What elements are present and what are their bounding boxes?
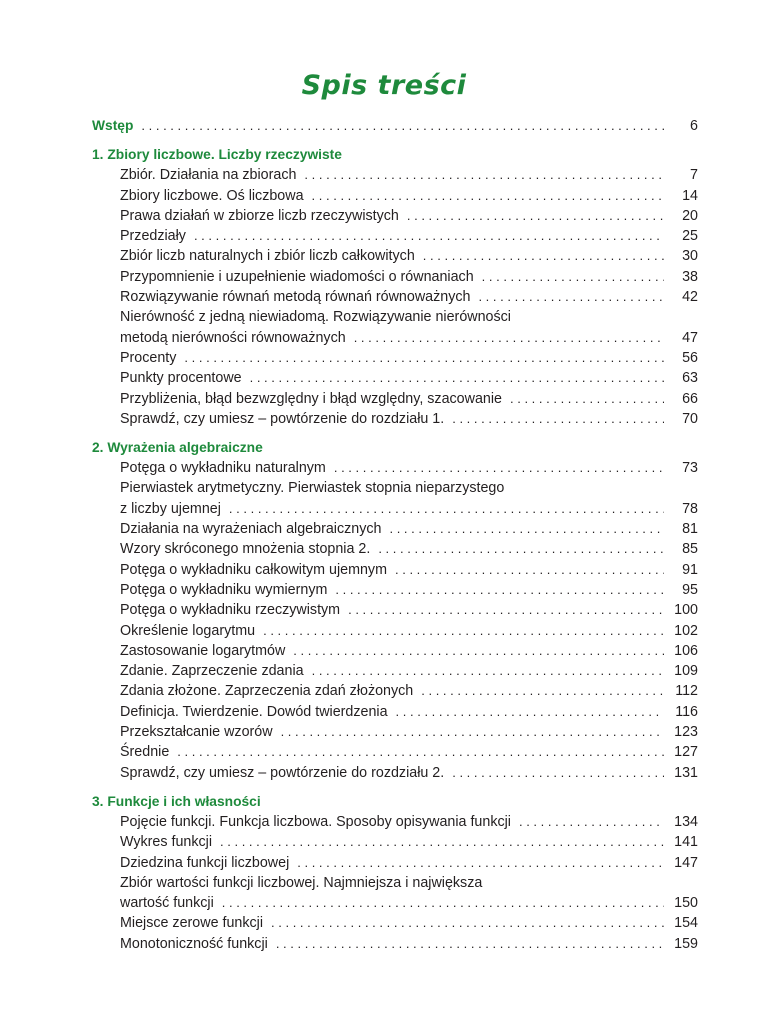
dot-leader bbox=[335, 580, 664, 600]
toc-entry-page: 123 bbox=[674, 724, 698, 741]
toc-entry-label: Monotoniczność funkcji bbox=[120, 935, 268, 952]
toc-entry-row[interactable] bbox=[92, 913, 698, 933]
toc-entry-label: Sprawdź, czy umiesz – powtórzenie do rozdziału 1. bbox=[120, 410, 445, 427]
toc-entry-label: Dziedzina funkcji liczbowej bbox=[120, 854, 290, 871]
toc-entry-row[interactable] bbox=[92, 661, 698, 681]
toc-entry-label: Zbiory liczbowe. Oś liczbowa bbox=[120, 187, 304, 204]
toc-entry-page: 73 bbox=[682, 460, 698, 477]
toc-entry-row[interactable] bbox=[92, 812, 698, 832]
toc-entry-label: Sprawdź, czy umiesz – powtórzenie do rozdziału 2. bbox=[120, 764, 445, 781]
toc-entry-page: 20 bbox=[682, 207, 698, 224]
toc-entry-label: Procenty bbox=[120, 349, 177, 366]
toc-entry-row[interactable] bbox=[92, 186, 698, 206]
toc-entry-row[interactable] bbox=[92, 287, 698, 307]
table-of-contents bbox=[92, 116, 698, 954]
dot-leader bbox=[482, 267, 664, 287]
toc-entry-page: 70 bbox=[682, 410, 698, 427]
toc-entry-page: 66 bbox=[682, 390, 698, 407]
toc-entry-page: 42 bbox=[682, 289, 698, 306]
chapter-heading[interactable]: 1. Zbiory liczbowe. Liczby rzeczywiste bbox=[92, 147, 342, 163]
toc-entry-page: 134 bbox=[674, 813, 698, 830]
dot-leader bbox=[354, 328, 664, 348]
toc-entry-label: Zdanie. Zaprzeczenie zdania bbox=[120, 663, 304, 680]
toc-entry-label: Wykres funkcji bbox=[120, 834, 213, 851]
toc-entry-row[interactable] bbox=[92, 499, 698, 519]
toc-intro-page: 6 bbox=[690, 118, 698, 134]
toc-entry-page: 106 bbox=[674, 642, 698, 659]
dot-leader bbox=[263, 621, 664, 641]
toc-entry-row[interactable] bbox=[92, 600, 698, 620]
toc-entry-label: Miejsce zerowe funkcji bbox=[120, 915, 264, 932]
dot-leader bbox=[177, 742, 664, 762]
dot-leader bbox=[250, 368, 664, 388]
toc-entry-row[interactable] bbox=[92, 348, 698, 368]
chapter-heading[interactable]: 3. Funkcje i ich własności bbox=[92, 793, 261, 809]
toc-entry-page: 47 bbox=[682, 329, 698, 346]
dot-leader bbox=[293, 641, 664, 661]
toc-entry-label: Rozwiązywanie równań metodą równań równoważnych bbox=[120, 289, 471, 306]
toc-entry-row[interactable] bbox=[92, 702, 698, 722]
toc-entry-row[interactable] bbox=[92, 934, 698, 954]
toc-entry-label: z liczby ujemnej bbox=[120, 500, 221, 517]
toc-entry-row[interactable] bbox=[92, 580, 698, 600]
toc-entry-page: 127 bbox=[674, 744, 698, 761]
toc-entry-page: 147 bbox=[674, 854, 698, 871]
toc-entry-page: 116 bbox=[675, 703, 698, 720]
toc-entry-page: 38 bbox=[682, 268, 698, 285]
toc-entry-label: Średnie bbox=[120, 744, 170, 761]
dot-leader bbox=[312, 661, 664, 681]
toc-chapters bbox=[92, 145, 698, 954]
dot-leader bbox=[378, 539, 664, 559]
toc-entry-label: Określenie logarytmu bbox=[120, 622, 256, 639]
dot-leader bbox=[423, 246, 664, 266]
toc-entry-page: 78 bbox=[682, 500, 698, 517]
toc-entry-page: 14 bbox=[682, 187, 698, 204]
toc-entry-row[interactable] bbox=[92, 165, 698, 185]
toc-entry-label: Przedziały bbox=[120, 228, 186, 245]
dot-leader bbox=[194, 226, 664, 246]
dot-leader bbox=[519, 812, 664, 832]
toc-entry-label: Definicja. Twierdzenie. Dowód twierdzenia bbox=[120, 703, 388, 720]
toc-entry-page: 141 bbox=[674, 834, 698, 851]
toc-entry-page: 109 bbox=[674, 663, 698, 680]
dot-leader bbox=[407, 206, 664, 226]
toc-entry-row[interactable] bbox=[92, 722, 698, 742]
dot-leader bbox=[348, 600, 664, 620]
toc-entry-page: 102 bbox=[674, 622, 698, 639]
dot-leader bbox=[220, 832, 664, 852]
dot-leader bbox=[510, 389, 664, 409]
toc-entry-row[interactable] bbox=[92, 763, 698, 783]
toc-entry-page: 131 bbox=[674, 764, 698, 781]
toc-entry-page: 159 bbox=[674, 935, 698, 952]
dot-leader bbox=[271, 913, 664, 933]
dot-leader bbox=[452, 763, 664, 783]
dot-leader bbox=[276, 934, 664, 954]
toc-entry-row[interactable] bbox=[92, 742, 698, 762]
toc-entry-page: 91 bbox=[682, 561, 698, 578]
toc-entry-label: Wzory skróconego mnożenia stopnia 2. bbox=[120, 541, 371, 558]
page-title: Spis treści bbox=[301, 70, 467, 101]
toc-entry-row[interactable] bbox=[92, 560, 698, 580]
toc-entry-row[interactable] bbox=[92, 458, 698, 478]
dot-leader bbox=[184, 348, 664, 368]
dot-leader bbox=[312, 186, 664, 206]
dot-leader bbox=[452, 409, 664, 429]
dot-leader bbox=[421, 681, 664, 701]
toc-entry-label: Przybliżenia, błąd bezwzględny i błąd względny, szacowanie bbox=[120, 390, 502, 407]
toc-entry-row[interactable] bbox=[92, 368, 698, 388]
toc-entry-label: Potęga o wykładniku rzeczywistym bbox=[120, 602, 341, 619]
toc-entry-row[interactable] bbox=[92, 519, 698, 539]
toc-entry-page: 25 bbox=[682, 228, 698, 245]
toc-entry-row[interactable] bbox=[92, 539, 698, 559]
toc-entry-label: Zbiór liczb naturalnych i zbiór liczb całkowitych bbox=[120, 248, 415, 265]
toc-entry-page: 100 bbox=[674, 602, 698, 619]
dot-leader bbox=[304, 165, 664, 185]
dot-leader bbox=[297, 853, 664, 873]
toc-entry-row[interactable] bbox=[92, 389, 698, 409]
toc-entry-row[interactable] bbox=[92, 893, 698, 913]
toc-entry-page: 95 bbox=[682, 581, 698, 598]
toc-entry-page: 56 bbox=[682, 349, 698, 366]
toc-entry-label-line1[interactable]: Pierwiastek arytmetyczny. Pierwiastek stopnia nieparzystego bbox=[120, 480, 505, 497]
toc-entry-label: Punkty procentowe bbox=[120, 370, 242, 387]
toc-entry-label: Potęga o wykładniku naturalnym bbox=[120, 460, 326, 477]
toc-entry-page: 30 bbox=[682, 248, 698, 265]
toc-entry-page: 112 bbox=[675, 683, 698, 700]
dot-leader bbox=[281, 722, 664, 742]
dot-leader bbox=[395, 560, 664, 580]
toc-entry-page: 85 bbox=[682, 541, 698, 558]
dot-leader bbox=[229, 499, 664, 519]
toc-intro-row[interactable] bbox=[92, 116, 698, 136]
toc-entry-label: Potęga o wykładniku całkowitym ujemnym bbox=[120, 561, 387, 578]
toc-entry-label-line1[interactable]: Nierówność z jedną niewiadomą. Rozwiązywanie nierówności bbox=[120, 309, 511, 326]
toc-entry-page: 150 bbox=[674, 895, 698, 912]
toc-entry-page: 63 bbox=[682, 370, 698, 387]
chapter-heading[interactable]: 2. Wyrażenia algebraiczne bbox=[92, 440, 263, 456]
dot-leader bbox=[478, 287, 664, 307]
toc-entry-label: Przypomnienie i uzupełnienie wiadomości o równaniach bbox=[120, 268, 474, 285]
toc-entry-page: 7 bbox=[690, 167, 698, 184]
toc-entry-row[interactable] bbox=[92, 641, 698, 661]
toc-entry-row[interactable] bbox=[92, 206, 698, 226]
toc-entry-row[interactable] bbox=[92, 226, 698, 246]
toc-entry-label: Pojęcie funkcji. Funkcja liczbowa. Sposoby opisywania funkcji bbox=[120, 813, 511, 830]
toc-entry-label: Przekształcanie wzorów bbox=[120, 724, 273, 741]
toc-entry-label: Działania na wyrażeniach algebraicznych bbox=[120, 521, 382, 538]
toc-entry-row[interactable] bbox=[92, 409, 698, 429]
toc-entry-label: Potęga o wykładniku wymiernym bbox=[120, 581, 328, 598]
toc-entry-label: wartość funkcji bbox=[120, 895, 214, 912]
dot-leader bbox=[396, 702, 664, 722]
toc-entry-label: metodą nierówności równoważnych bbox=[120, 329, 346, 346]
toc-entry-label: Zdania złożone. Zaprzeczenia zdań złożonych bbox=[120, 683, 414, 700]
toc-entry-row[interactable] bbox=[92, 621, 698, 641]
dot-leader bbox=[389, 519, 664, 539]
toc-entry-row[interactable] bbox=[92, 328, 698, 348]
toc-entry-label-line1[interactable]: Zbiór wartości funkcji liczbowej. Najmniejsza i największa bbox=[120, 874, 483, 891]
toc-entry-row[interactable] bbox=[92, 832, 698, 852]
toc-entry-row[interactable] bbox=[92, 681, 698, 701]
dot-leader bbox=[222, 893, 664, 913]
toc-intro-label: Wstęp bbox=[92, 118, 134, 133]
toc-entry-page: 154 bbox=[674, 915, 698, 932]
dot-leader bbox=[141, 116, 664, 136]
toc-entry-page: 81 bbox=[682, 521, 698, 538]
toc-entry-label: Zbiór. Działania na zbiorach bbox=[120, 167, 297, 184]
toc-entry-label: Prawa działań w zbiorze liczb rzeczywistych bbox=[120, 207, 399, 224]
toc-entry-label: Zastosowanie logarytmów bbox=[120, 642, 286, 659]
toc-entry-row[interactable] bbox=[92, 267, 698, 287]
toc-entry-row[interactable] bbox=[92, 853, 698, 873]
dot-leader bbox=[334, 458, 664, 478]
toc-entry-row[interactable] bbox=[92, 246, 698, 266]
